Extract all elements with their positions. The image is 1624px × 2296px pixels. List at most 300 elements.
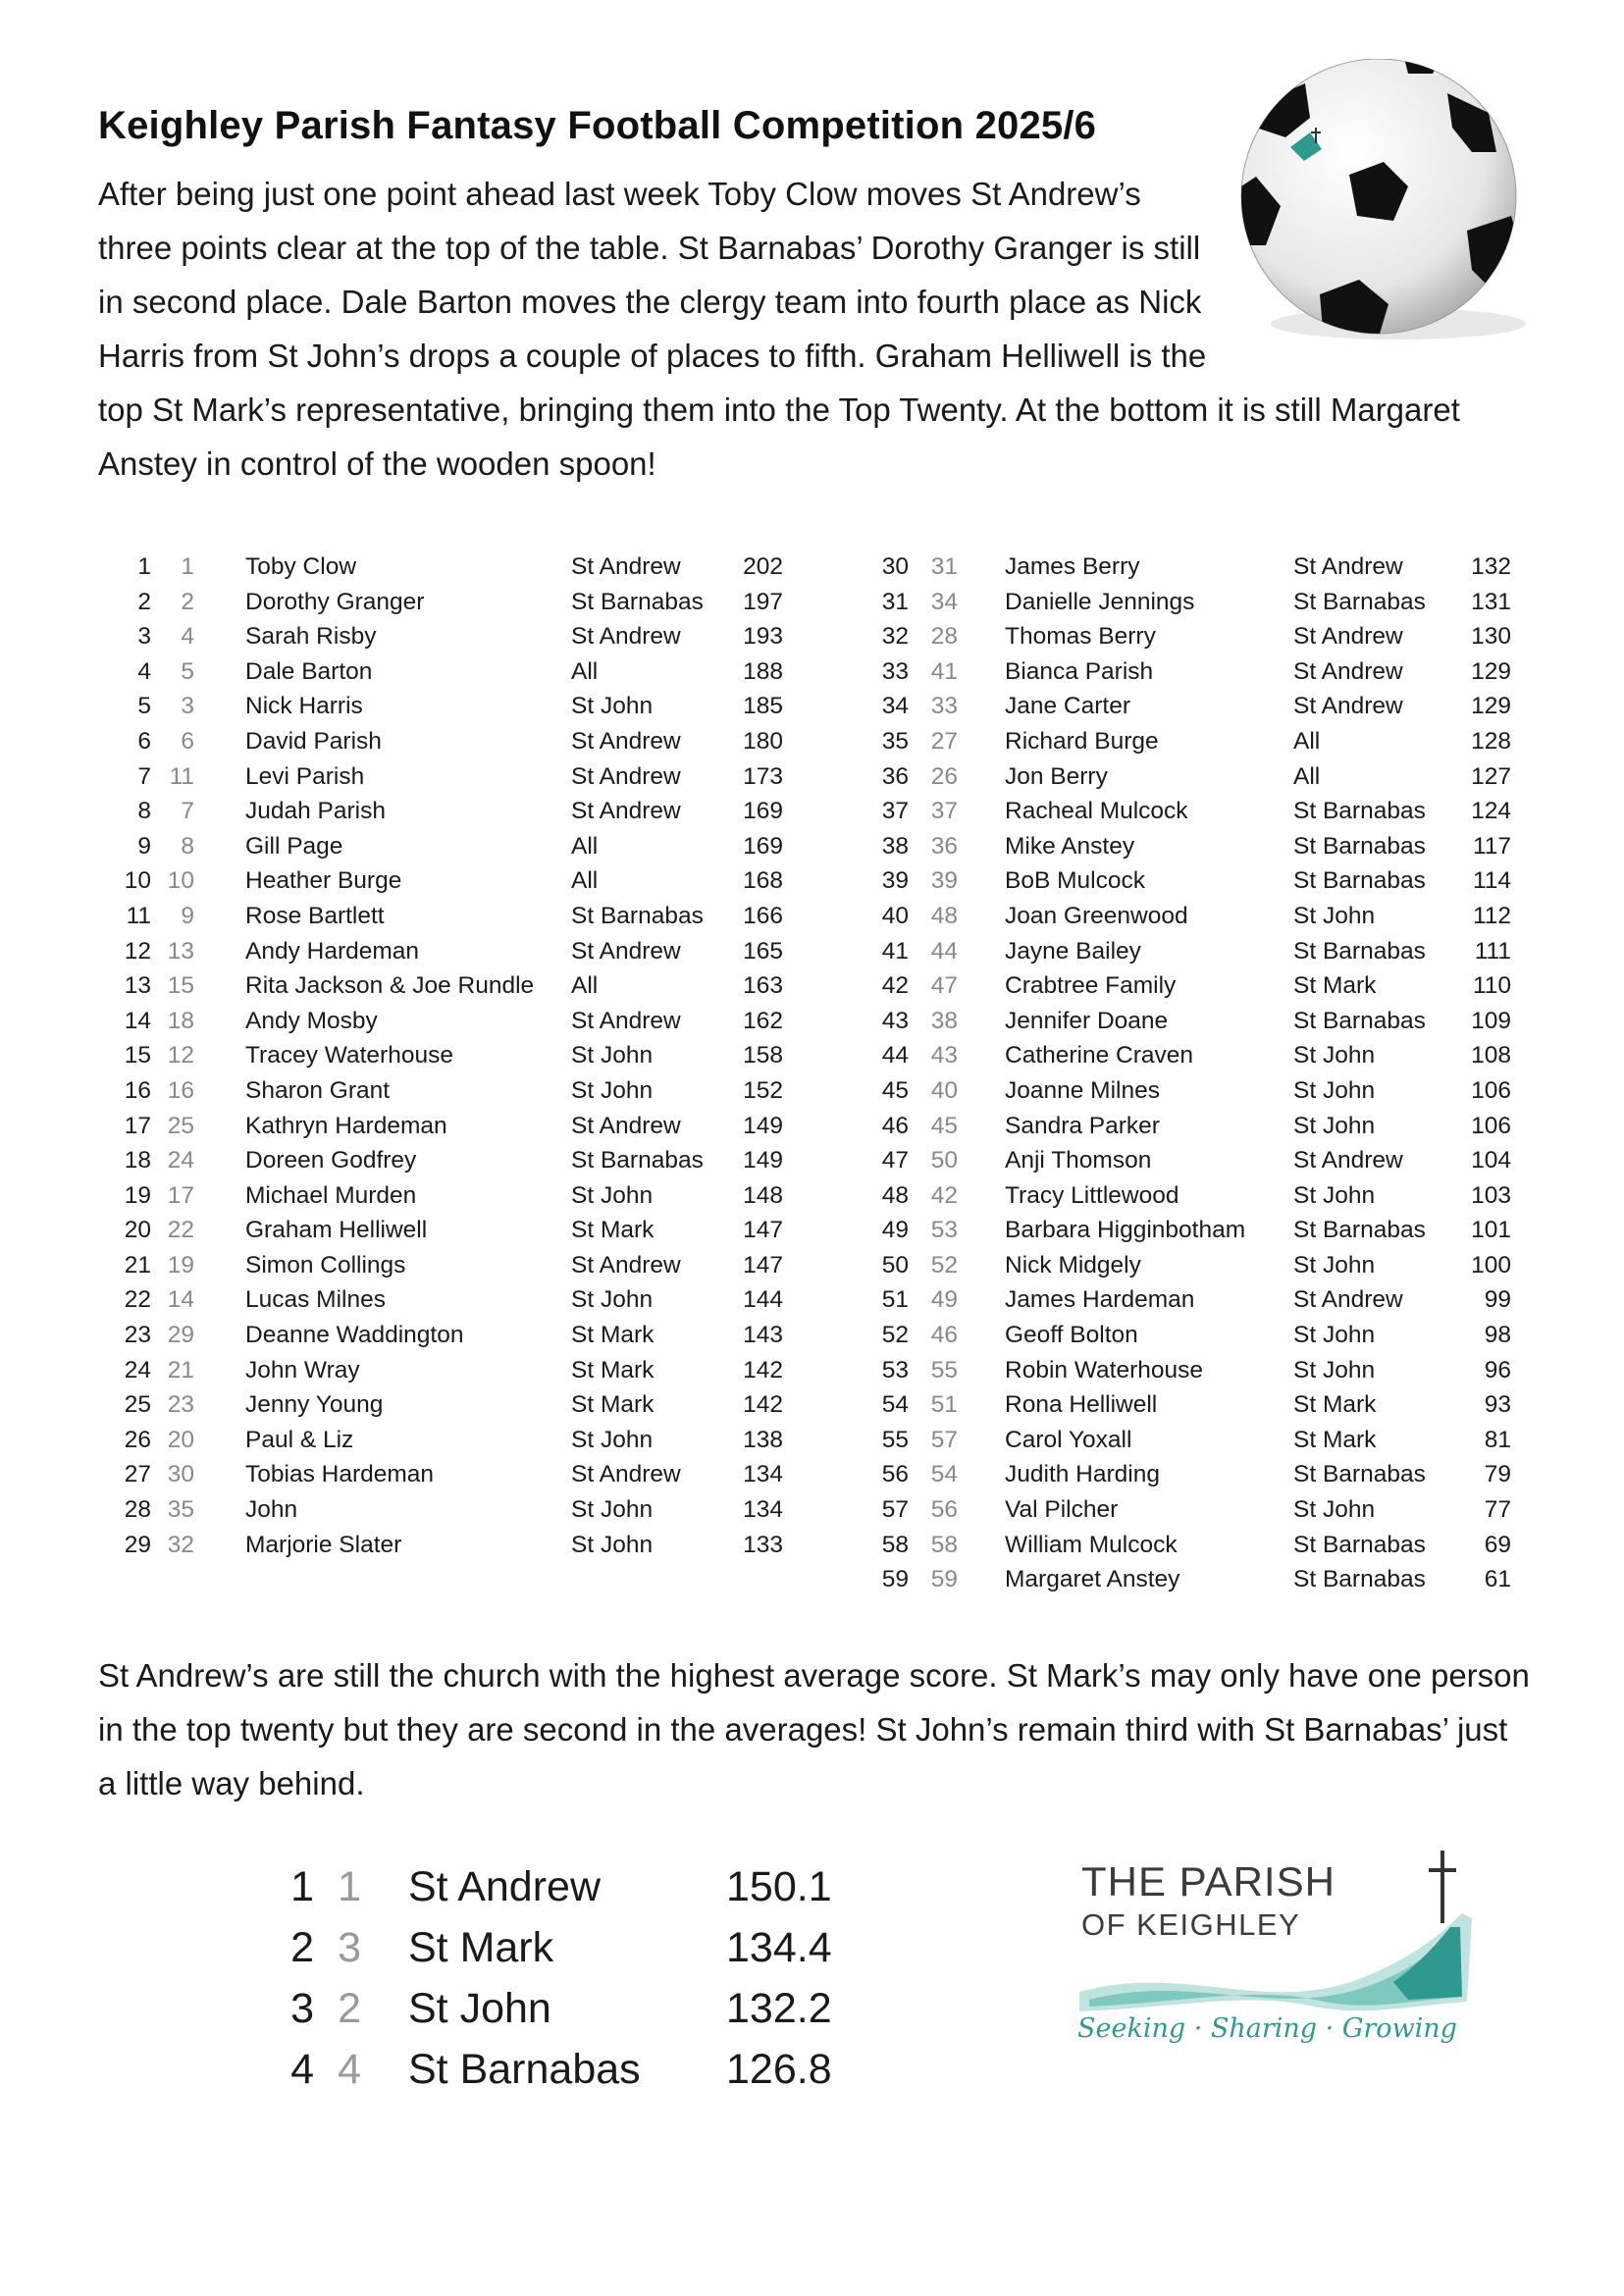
cell-prev: 53 bbox=[930, 1217, 958, 1244]
cell-pos: 51 bbox=[881, 1286, 909, 1314]
cell-score: 148 bbox=[743, 1181, 783, 1209]
cell-score: 117 bbox=[1472, 832, 1511, 860]
cell-church: St Barnabas bbox=[1293, 798, 1426, 825]
cell-pos: 41 bbox=[881, 937, 909, 965]
cell-pos: 45 bbox=[881, 1076, 909, 1104]
cell-name: Robin Waterhouse bbox=[1005, 1356, 1204, 1383]
cell-prev: 25 bbox=[167, 1112, 194, 1139]
cell-prev: 4 bbox=[338, 2046, 361, 2093]
cell-church: St Barnabas bbox=[1293, 588, 1426, 615]
cell-score: 104 bbox=[1471, 1147, 1511, 1174]
cell-name: Simon Collings bbox=[245, 1251, 406, 1278]
cell-name: Mike Anstey bbox=[1005, 832, 1135, 860]
cell-name: Jenny Young bbox=[245, 1391, 384, 1419]
cell-name: Doreen Godfrey bbox=[245, 1147, 417, 1174]
cell-pos: 4 bbox=[290, 2046, 314, 2093]
cell-name: Levi Parish bbox=[245, 762, 365, 790]
cell-pos: 20 bbox=[124, 1217, 151, 1244]
cell-church: St John bbox=[1293, 1181, 1376, 1209]
cell-pos: 22 bbox=[124, 1286, 151, 1314]
cell-name: Judith Harding bbox=[1005, 1461, 1160, 1488]
cell-score: 185 bbox=[743, 693, 783, 720]
cell-church: St Andrew bbox=[571, 1112, 681, 1139]
cell-pos: 9 bbox=[137, 832, 151, 860]
cell-pos: 37 bbox=[881, 798, 909, 825]
cell-prev: 16 bbox=[167, 1076, 194, 1104]
cell-church: All bbox=[571, 657, 599, 685]
cell-pos: 48 bbox=[881, 1181, 909, 1209]
cell-name: Danielle Jennings bbox=[1005, 588, 1195, 615]
cell-prev: 52 bbox=[930, 1251, 958, 1278]
cell-score: 133 bbox=[743, 1531, 783, 1558]
cell-prev: 15 bbox=[167, 972, 194, 1000]
cell-prev: 30 bbox=[167, 1461, 194, 1488]
cell-score: 98 bbox=[1484, 1322, 1511, 1349]
cell-prev: 39 bbox=[930, 867, 958, 895]
cell-name: Margaret Anstey bbox=[1005, 1566, 1180, 1593]
cell-church: St Barnabas bbox=[571, 902, 704, 929]
cell-pos: 28 bbox=[124, 1496, 151, 1524]
cell-pos: 10 bbox=[124, 867, 151, 895]
cell-church: St Mark bbox=[1293, 1391, 1377, 1419]
cell-score: 111 bbox=[1474, 937, 1511, 965]
cell-name: Deanne Waddington bbox=[245, 1322, 464, 1349]
cell-score: 134 bbox=[743, 1496, 783, 1524]
parish-logo bbox=[1070, 1845, 1501, 2051]
cell-church: St Barnabas bbox=[571, 1147, 704, 1174]
cell-score: 168 bbox=[743, 867, 783, 895]
cell-church: St John bbox=[571, 1496, 654, 1524]
cell-church: St John bbox=[1293, 902, 1376, 929]
cell-score: 165 bbox=[743, 937, 783, 965]
cell-score: 152 bbox=[743, 1076, 783, 1104]
cell-pos: 32 bbox=[881, 623, 909, 651]
cell-name: Rona Helliwell bbox=[1005, 1391, 1158, 1419]
cell-pos: 17 bbox=[124, 1112, 151, 1139]
cell-prev: 1 bbox=[338, 1863, 361, 1910]
cell-prev: 31 bbox=[930, 553, 958, 580]
cell-prev: 4 bbox=[181, 623, 194, 651]
cell-score: 149 bbox=[743, 1112, 783, 1139]
cell-church: St Andrew bbox=[1293, 1286, 1403, 1314]
cell-name: Sarah Risby bbox=[245, 623, 377, 651]
cell-prev: 41 bbox=[930, 657, 958, 685]
cell-church: St Barnabas bbox=[1293, 867, 1426, 895]
cell-pos: 23 bbox=[124, 1322, 151, 1349]
cell-prev: 10 bbox=[167, 867, 194, 895]
cell-score: 96 bbox=[1484, 1356, 1511, 1383]
cell-church: St Mark bbox=[571, 1322, 655, 1349]
cell-church: St Mark bbox=[1293, 972, 1377, 1000]
cell-score: 149 bbox=[743, 1147, 783, 1174]
cell-score: 138 bbox=[743, 1426, 783, 1453]
cell-pos: 24 bbox=[124, 1356, 151, 1383]
cell-church: St John bbox=[571, 1181, 654, 1209]
cell-score: 188 bbox=[743, 657, 783, 685]
cell-name: Joan Greenwood bbox=[1005, 902, 1188, 929]
cell-score: 126.8 bbox=[726, 2046, 832, 2093]
cell-church: All bbox=[571, 972, 599, 1000]
cell-score: 150.1 bbox=[726, 1863, 832, 1910]
cell-name: Toby Clow bbox=[245, 553, 357, 580]
cell-prev: 29 bbox=[167, 1322, 194, 1349]
cell-prev: 44 bbox=[930, 937, 958, 965]
cell-church: St Barnabas bbox=[1293, 1461, 1426, 1488]
cell-name: Lucas Milnes bbox=[245, 1286, 386, 1314]
cell-church: St Barnabas bbox=[1293, 937, 1426, 965]
cell-name: BoB Mulcock bbox=[1005, 867, 1145, 895]
cell-prev: 1 bbox=[181, 553, 194, 580]
cell-name: Tobias Hardeman bbox=[245, 1461, 435, 1488]
cell-church: St Mark bbox=[571, 1356, 655, 1383]
cell-prev: 3 bbox=[338, 1924, 361, 1971]
cell-prev: 56 bbox=[930, 1496, 958, 1524]
cell-prev: 43 bbox=[930, 1042, 958, 1070]
cell-prev: 55 bbox=[930, 1356, 958, 1383]
cell-pos: 12 bbox=[124, 937, 151, 965]
cell-prev: 38 bbox=[930, 1007, 958, 1034]
cell-name: Heather Burge bbox=[245, 867, 402, 895]
cell-church: St Mark bbox=[571, 1217, 655, 1244]
cell-pos: 53 bbox=[881, 1356, 909, 1383]
cell-score: 169 bbox=[743, 832, 783, 860]
cell-name: Tracey Waterhouse bbox=[245, 1042, 453, 1070]
cell-prev: 45 bbox=[930, 1112, 958, 1139]
cell-church: St Andrew bbox=[571, 937, 681, 965]
cell-pos: 3 bbox=[137, 623, 151, 651]
cell-name: Bianca Parish bbox=[1005, 657, 1154, 685]
cell-score: 173 bbox=[743, 762, 783, 790]
cell-name: Dorothy Granger bbox=[245, 588, 425, 615]
cell-name: Jayne Bailey bbox=[1005, 937, 1141, 965]
cell-prev: 18 bbox=[167, 1007, 194, 1034]
cell-name: William Mulcock bbox=[1005, 1531, 1178, 1558]
cell-prev: 7 bbox=[181, 798, 194, 825]
cell-pos: 21 bbox=[124, 1251, 151, 1278]
cell-pos: 49 bbox=[881, 1217, 909, 1244]
cell-prev: 19 bbox=[167, 1251, 194, 1278]
cell-prev: 24 bbox=[167, 1147, 194, 1174]
cell-church: St Andrew bbox=[571, 762, 681, 790]
cell-prev: 26 bbox=[930, 762, 958, 790]
cell-pos: 36 bbox=[881, 762, 909, 790]
cell-pos: 33 bbox=[881, 657, 909, 685]
cell-prev: 2 bbox=[338, 1985, 361, 2032]
cell-prev: 13 bbox=[167, 937, 194, 965]
cell-score: 158 bbox=[743, 1042, 783, 1070]
cell-church: St Mark bbox=[571, 1391, 655, 1419]
cell-score: 106 bbox=[1471, 1112, 1511, 1139]
cell-church: St John bbox=[571, 1426, 654, 1453]
cell-score: 100 bbox=[1471, 1251, 1511, 1278]
cell-church: St Andrew bbox=[571, 553, 681, 580]
cell-pos: 1 bbox=[290, 1863, 314, 1910]
cell-score: 132 bbox=[1471, 553, 1511, 580]
cell-pos: 44 bbox=[881, 1042, 909, 1070]
cell-pos: 2 bbox=[137, 588, 151, 615]
cell-score: 129 bbox=[1471, 657, 1511, 685]
cell-prev: 32 bbox=[167, 1531, 194, 1558]
cell-name: Carol Yoxall bbox=[1005, 1426, 1132, 1453]
cell-score: 103 bbox=[1471, 1181, 1511, 1209]
logo-title: THE PARISH bbox=[1081, 1858, 1336, 1905]
cell-score: 142 bbox=[743, 1356, 783, 1383]
cell-score: 180 bbox=[743, 727, 783, 755]
cell-name: Dale Barton bbox=[245, 657, 373, 685]
cell-name: Crabtree Family bbox=[1005, 972, 1177, 1000]
cell-prev: 47 bbox=[930, 972, 958, 1000]
cell-name: Rita Jackson & Joe Rundle bbox=[245, 972, 535, 1000]
cell-church: St Mark bbox=[1293, 1426, 1377, 1453]
cell-name: Sharon Grant bbox=[245, 1076, 391, 1104]
cell-prev: 22 bbox=[167, 1217, 194, 1244]
cell-prev: 42 bbox=[930, 1181, 958, 1209]
cell-pos: 6 bbox=[137, 727, 151, 755]
cell-score: 128 bbox=[1471, 727, 1511, 755]
cell-prev: 8 bbox=[181, 832, 194, 860]
cell-pos: 1 bbox=[137, 553, 151, 580]
cell-score: 81 bbox=[1484, 1426, 1511, 1453]
cell-prev: 3 bbox=[181, 693, 194, 720]
cell-score: 142 bbox=[743, 1391, 783, 1419]
cell-prev: 51 bbox=[930, 1391, 958, 1419]
cell-name: Barbara Higginbotham bbox=[1005, 1217, 1246, 1244]
cell-church: St Andrew bbox=[571, 727, 681, 755]
cell-pos: 15 bbox=[124, 1042, 151, 1070]
cell-name: Judah Parish bbox=[245, 798, 387, 825]
cell-score: 124 bbox=[1471, 798, 1511, 825]
cell-church: St John bbox=[571, 1076, 654, 1104]
intro-paragraph bbox=[98, 167, 1541, 491]
cell-prev: 14 bbox=[167, 1286, 194, 1314]
cell-name: Nick Midgely bbox=[1005, 1251, 1141, 1278]
cell-score: 162 bbox=[743, 1007, 783, 1034]
cell-name: Anji Thomson bbox=[1005, 1147, 1152, 1174]
cell-church: St John bbox=[1293, 1322, 1376, 1349]
cell-pos: 18 bbox=[124, 1147, 151, 1174]
logo-tagline: Seeking · Sharing · Growing bbox=[1077, 2013, 1457, 2044]
cell-church: St Andrew bbox=[571, 1007, 681, 1034]
cell-pos: 52 bbox=[881, 1322, 909, 1349]
cell-prev: 20 bbox=[167, 1426, 194, 1453]
cell-pos: 57 bbox=[881, 1496, 909, 1524]
cell-name: Joanne Milnes bbox=[1005, 1076, 1160, 1104]
cell-pos: 43 bbox=[881, 1007, 909, 1034]
cell-score: 93 bbox=[1484, 1391, 1511, 1419]
cell-name: Catherine Craven bbox=[1005, 1042, 1194, 1070]
cell-score: 99 bbox=[1484, 1286, 1511, 1314]
cell-score: 112 bbox=[1472, 902, 1511, 929]
cell-prev: 5 bbox=[181, 657, 194, 685]
logo-subtitle: OF KEIGHLEY bbox=[1081, 1907, 1301, 1942]
cell-pos: 56 bbox=[881, 1461, 909, 1488]
cell-score: 109 bbox=[1471, 1007, 1511, 1034]
cell-score: 79 bbox=[1484, 1461, 1511, 1488]
cell-score: 169 bbox=[743, 798, 783, 825]
cell-name: Paul & Liz bbox=[245, 1426, 354, 1453]
cell-church: St Barnabas bbox=[1293, 1531, 1426, 1558]
cell-name: Michael Murden bbox=[245, 1181, 417, 1209]
cell-pos: 42 bbox=[881, 972, 909, 1000]
cell-prev: 23 bbox=[167, 1391, 194, 1419]
cell-prev: 46 bbox=[930, 1322, 958, 1349]
cell-score: 131 bbox=[1471, 588, 1511, 615]
cell-church: St Andrew bbox=[1293, 657, 1403, 685]
cell-name: David Parish bbox=[245, 727, 382, 755]
cell-prev: 48 bbox=[930, 902, 958, 929]
cell-name: Tracy Littlewood bbox=[1005, 1181, 1179, 1209]
cell-church: St John bbox=[1293, 1112, 1376, 1139]
cell-prev: 28 bbox=[930, 623, 958, 651]
cell-score: 134 bbox=[743, 1461, 783, 1488]
cell-name: Andy Hardeman bbox=[245, 937, 420, 965]
cell-church: All bbox=[1293, 762, 1321, 790]
cell-score: 127 bbox=[1471, 762, 1511, 790]
cell-church: St John bbox=[571, 1286, 654, 1314]
cell-name: Richard Burge bbox=[1005, 727, 1159, 755]
cell-pos: 8 bbox=[137, 798, 151, 825]
cell-name: Gill Page bbox=[245, 832, 343, 860]
cell-pos: 30 bbox=[881, 553, 909, 580]
cell-name: Geoff Bolton bbox=[1005, 1322, 1138, 1349]
cell-church: St Andrew bbox=[1293, 1147, 1403, 1174]
cell-church: St John bbox=[1293, 1356, 1376, 1383]
cell-prev: 40 bbox=[930, 1076, 958, 1104]
cell-church: All bbox=[1293, 727, 1321, 755]
cell-prev: 58 bbox=[930, 1531, 958, 1558]
cell-prev: 21 bbox=[167, 1356, 194, 1383]
cell-name: John bbox=[245, 1496, 298, 1524]
cell-score: 77 bbox=[1484, 1496, 1511, 1524]
cell-name: Nick Harris bbox=[245, 693, 363, 720]
cell-prev: 6 bbox=[181, 727, 194, 755]
cell-church: St Barnabas bbox=[1293, 832, 1426, 860]
cell-name: Val Pilcher bbox=[1005, 1496, 1119, 1524]
cell-score: 147 bbox=[743, 1217, 783, 1244]
cell-pos: 46 bbox=[881, 1112, 909, 1139]
cell-score: 129 bbox=[1471, 693, 1511, 720]
cell-church: St Barnabas bbox=[1293, 1217, 1426, 1244]
cell-score: 106 bbox=[1471, 1076, 1511, 1104]
cell-church: St Barnabas bbox=[408, 2046, 641, 2093]
cell-score: 193 bbox=[743, 623, 783, 651]
cell-church: St John bbox=[1293, 1076, 1376, 1104]
cell-pos: 47 bbox=[881, 1147, 909, 1174]
cell-pos: 19 bbox=[124, 1181, 151, 1209]
cell-prev: 49 bbox=[930, 1286, 958, 1314]
cell-name: Sandra Parker bbox=[1005, 1112, 1160, 1139]
cell-pos: 11 bbox=[126, 902, 151, 929]
cell-pos: 16 bbox=[124, 1076, 151, 1104]
cell-prev: 33 bbox=[930, 693, 958, 720]
cell-score: 130 bbox=[1471, 623, 1511, 651]
cell-pos: 54 bbox=[881, 1391, 909, 1419]
cell-prev: 57 bbox=[930, 1426, 958, 1453]
cell-score: 108 bbox=[1471, 1042, 1511, 1070]
cell-pos: 34 bbox=[881, 693, 909, 720]
cell-pos: 13 bbox=[124, 972, 151, 1000]
cell-prev: 37 bbox=[930, 798, 958, 825]
cell-church: All bbox=[571, 832, 599, 860]
cell-prev: 34 bbox=[930, 588, 958, 615]
cell-score: 197 bbox=[743, 588, 783, 615]
cell-pos: 39 bbox=[881, 867, 909, 895]
cell-name: John Wray bbox=[245, 1356, 360, 1383]
cell-pos: 7 bbox=[137, 762, 151, 790]
cell-score: 110 bbox=[1472, 972, 1511, 1000]
cell-church: St John bbox=[1293, 1496, 1376, 1524]
cell-prev: 54 bbox=[930, 1461, 958, 1488]
cell-pos: 25 bbox=[124, 1391, 151, 1419]
summary-paragraph: St Andrew’s are still the church with the highest average score. St Mark’s may only have one person in the top twenty but they are second in the averages! St John’s remain third with St Barnabas’ just a little way behind. bbox=[98, 1657, 1530, 1801]
cell-prev: 35 bbox=[167, 1496, 194, 1524]
cell-name: Jennifer Doane bbox=[1005, 1007, 1169, 1034]
cell-pos: 35 bbox=[881, 727, 909, 755]
cell-pos: 40 bbox=[881, 902, 909, 929]
cell-name: Graham Helliwell bbox=[245, 1217, 428, 1244]
cell-prev: 50 bbox=[930, 1147, 958, 1174]
cell-church: St John bbox=[571, 693, 654, 720]
cell-church: St John bbox=[408, 1985, 551, 2032]
cell-prev: 36 bbox=[930, 832, 958, 860]
cell-pos: 14 bbox=[124, 1007, 151, 1034]
intro-text: After being just one point ahead last week Toby Clow moves St Andrew’s three points clear at the top of the table. St Barnabas’ Dorothy Granger is still in second place. Dale Barton moves the clergy team into fourth place as Nick Harris from St John’s drops a couple of places to fifth. Graham Helliwell is the top St Mark’s representative, bringing them into the Top Twenty. At the bottom it is still Margaret Anstey in control of the wooden spoon! bbox=[98, 176, 1460, 482]
cell-pos: 55 bbox=[881, 1426, 909, 1453]
cell-church: St John bbox=[571, 1531, 654, 1558]
cell-church: St Barnabas bbox=[571, 588, 704, 615]
cell-church: St Andrew bbox=[571, 623, 681, 651]
cell-prev: 12 bbox=[167, 1042, 194, 1070]
cell-church: St Mark bbox=[408, 1924, 554, 1971]
cell-score: 61 bbox=[1484, 1566, 1511, 1593]
cell-prev: 17 bbox=[167, 1181, 194, 1209]
cell-prev: 27 bbox=[930, 727, 958, 755]
cell-church: St Barnabas bbox=[1293, 1007, 1426, 1034]
cell-church: St John bbox=[1293, 1042, 1376, 1070]
cell-name: Rose Bartlett bbox=[245, 902, 385, 929]
cell-prev: 9 bbox=[181, 902, 194, 929]
cell-pos: 50 bbox=[881, 1251, 909, 1278]
cell-name: Thomas Berry bbox=[1005, 623, 1156, 651]
cell-pos: 3 bbox=[290, 1985, 314, 2032]
cell-church: St Andrew bbox=[571, 798, 681, 825]
cell-pos: 4 bbox=[137, 657, 151, 685]
cell-score: 132.2 bbox=[726, 1985, 832, 2032]
cell-pos: 26 bbox=[124, 1426, 151, 1453]
cell-prev: 2 bbox=[181, 588, 194, 615]
cell-pos: 27 bbox=[124, 1461, 151, 1488]
cell-name: Marjorie Slater bbox=[245, 1531, 402, 1558]
cell-score: 163 bbox=[743, 972, 783, 1000]
cell-pos: 5 bbox=[137, 693, 151, 720]
cell-name: Jon Berry bbox=[1005, 762, 1108, 790]
cell-name: Jane Carter bbox=[1005, 693, 1131, 720]
cell-score: 101 bbox=[1471, 1217, 1511, 1244]
cell-church: St Barnabas bbox=[1293, 1566, 1426, 1593]
cell-score: 166 bbox=[743, 902, 783, 929]
cell-prev: 59 bbox=[930, 1566, 958, 1593]
cell-score: 69 bbox=[1484, 1531, 1511, 1558]
cell-pos: 2 bbox=[290, 1924, 314, 1971]
cell-score: 114 bbox=[1472, 867, 1511, 895]
cell-name: Andy Mosby bbox=[245, 1007, 378, 1034]
cell-pos: 29 bbox=[124, 1531, 151, 1558]
cell-score: 144 bbox=[743, 1286, 783, 1314]
cell-church: St Andrew bbox=[1293, 553, 1403, 580]
cell-prev: 11 bbox=[169, 762, 194, 790]
cell-name: James Hardeman bbox=[1005, 1286, 1195, 1314]
cell-pos: 58 bbox=[881, 1531, 909, 1558]
